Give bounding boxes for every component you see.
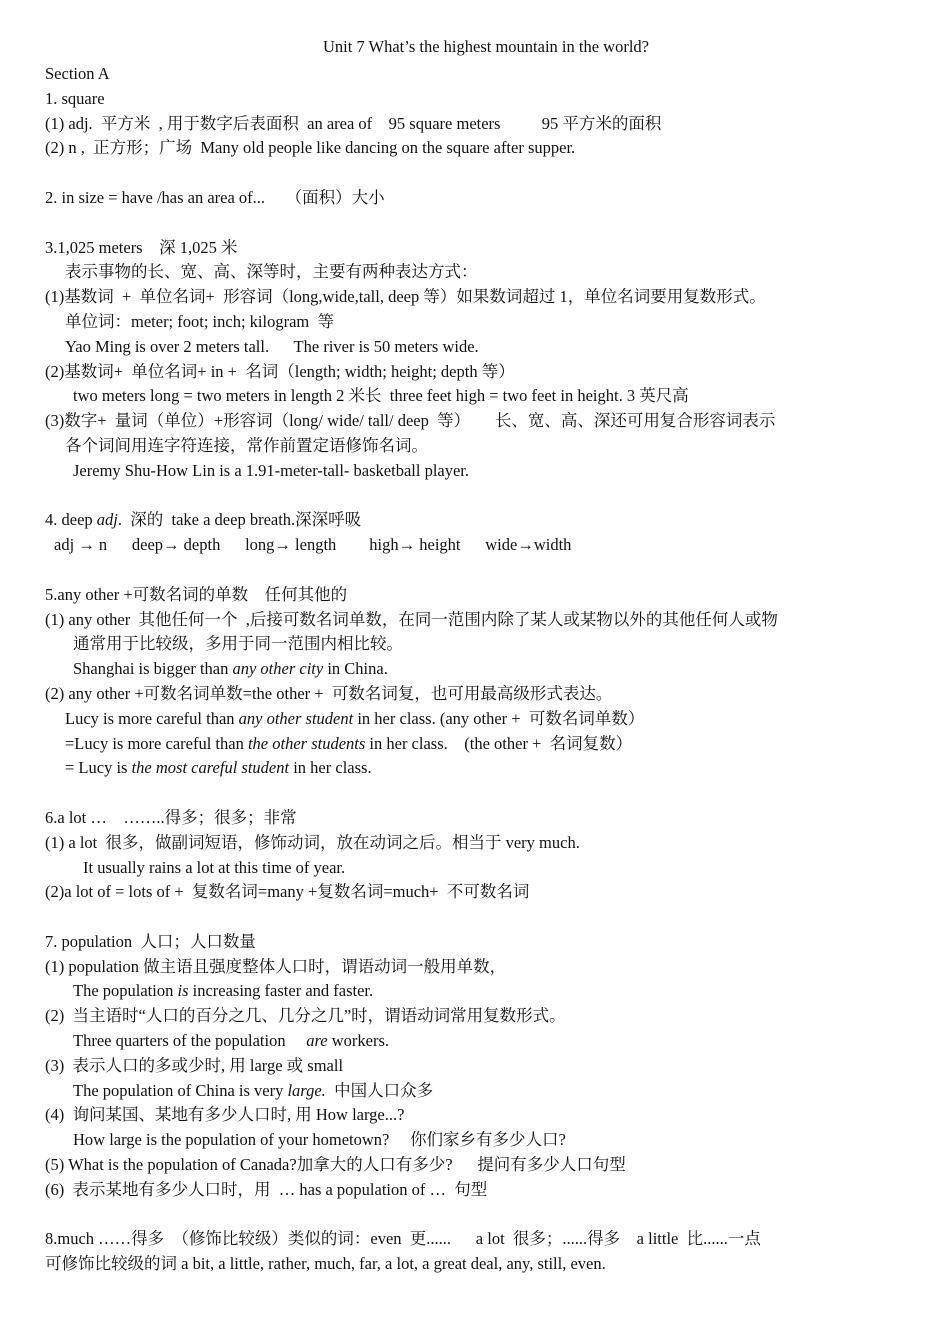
text-run: The population [73,981,178,1001]
item-5-heading: 5.any other +可数名词的单数 任何其他的 [45,584,348,604]
item-6-line: (2)a lot of = lots of + 复数名词=many +复数名词=much+ 不可数名词 [45,882,530,902]
page-title: Unit 7 What’s the highest mountain in the world? [323,37,649,56]
item-4-line: adj → n deep→ depth long→ length high→ height wide→width [54,535,572,555]
item-7-line: (1) population 做主语且强度整体人口时，谓语动词一般用单数， [45,956,507,976]
text-run-italic: the most careful student [131,758,290,778]
item-8-line: 可修饰比较级的词 a bit, a little, rather, much, far, a lot, a great deal, any, still, even. [45,1254,606,1274]
item-1-line: (2) n , 正方形；广场 Many old people like dancing on the square after supper. [45,138,576,158]
item-3-line: (2)基数词+ 单位名词+ in + 名词（length; width; height; depth 等） [45,361,515,381]
item-5-line: (1) any other 其他任何一个 ,后接可数名词单数，在同一范围内除了某人或某物以外的其他任何人或物 [45,609,778,629]
item-3-line: 单位词：meter; foot; inch; kilogram 等 [65,311,334,331]
blank-line [45,211,925,236]
item-3-line: 表示事物的长、宽、高、深等时，主要有两种表达方式： [65,262,478,282]
text-run: 4. deep [45,510,97,530]
item-8-heading: 8.much ……得多 （修饰比较级）类似的词：even 更...... a lot 很多；......得多 a little 比......一点 [45,1229,761,1249]
item-7-heading: 7. population 人口；人口数量 [45,931,256,951]
blank-line [45,161,925,186]
text-run: increasing faster and faster. [188,981,374,1001]
item-7-line [45,1029,925,1054]
item-5-line: 通常用于比较级，多用于同一范围内相比较。 [73,634,403,654]
item-3-line: Yao Ming is over 2 meters tall. The river is 50 meters wide. [65,336,479,356]
text-run-italic: are [306,1031,328,1051]
blank-line [45,781,925,806]
item-7-line: (6) 表示某地有多少人口时，用 … has a population of … 句型 [45,1179,488,1199]
item-6-heading: 6.a lot … ……..得多；很多；非常 [45,807,297,827]
text-run: = Lucy is [65,758,132,778]
item-7-line: (4) 询问某国、某地有多少人口时, 用 How large...? [45,1105,405,1125]
text-run: workers. [327,1031,390,1051]
item-7-line: (3) 表示人口的多或少时, 用 large 或 small [45,1055,344,1075]
item-5-line [45,707,925,732]
item-7-line: (5) What is the population of Canada?加拿大的人口有多少? 提问有多少人口句型 [45,1155,626,1175]
item-4-heading [45,508,925,533]
text-run: in her class. (any other + 可数名词单数） [353,708,645,728]
item-1-line: (1) adj. 平方米 , 用于数字后表面积 an area of 95 square meters 95 平方米的面积 [45,113,662,133]
text-run: =Lucy is more careful than [65,733,248,753]
text-run-italic: the other students [247,733,366,753]
item-5-line [45,657,925,682]
text-run: Lucy is more careful than [65,708,239,728]
item-1-heading: 1. square [45,88,105,108]
text-run-italic: large. [287,1080,326,1100]
text-run-italic: any other city [232,659,324,679]
item-5-line: (2) any other +可数名词单数=the other + 可数名词复，也可用最高级形式表达。 [45,683,613,703]
item-7-line [45,979,925,1004]
item-3-line: two meters long = two meters in length 2 米长 three feet high = two feet in height. 3 英尺高 [73,386,689,406]
text-run: in China. [323,659,388,679]
document-body [45,62,925,1277]
text-run: The population of China is very [73,1080,288,1100]
item-3-heading: 3.1,025 meters 深 1,025 米 [45,237,238,257]
blank-line [45,1203,925,1228]
item-6-line: (1) a lot 很多，做副词短语，修饰动词，放在动词之后。相当于 very much. [45,832,580,852]
section-heading: Section A [45,64,110,83]
item-3-line: (1)基数词 + 单位名词+ 形容词（long,wide,tall, deep 等）如果数词超过 1，单位名词要用复数形式。 [45,287,766,307]
text-run: . 深的 take a deep breath.深深呼吸 [117,510,362,530]
item-5-line [45,756,925,781]
item-7-line: How large is the population of your hometown? 你们家乡有多少人口? [73,1130,566,1150]
item-6-line: It usually rains a lot at this time of year. [83,857,346,877]
item-3-line: 各个词间用连字符连接，常作前置定语修饰名词。 [65,435,428,455]
blank-line [45,905,925,930]
item-7-line [45,1079,925,1104]
text-run-italic: any other student [238,708,354,728]
text-run: 中国人口众多 [325,1080,434,1100]
text-run-italic: adj [96,510,118,530]
item-3-line: Jeremy Shu-How Lin is a 1.91-meter-tall- basketball player. [73,460,470,480]
text-run: Shanghai is bigger than [73,659,233,679]
blank-line [45,558,925,583]
item-7-line: (2) 当主语时“人口的百分之几、几分之几”时，谓语动词常用复数形式。 [45,1006,566,1026]
text-run-italic: is [177,981,189,1001]
item-5-line [45,732,925,757]
item-3-line: (3)数字+ 量词（单位）+形容词（long/ wide/ tall/ deep 等） 长、宽、高、深还可用复合形容词表示 [45,411,776,431]
blank-line [45,484,925,509]
text-run: in her class. (the other + 名词复数） [365,733,633,753]
text-run: in her class. [289,758,372,778]
text-run: Three quarters of the population [73,1031,307,1051]
item-2-heading: 2. in size = have /has an area of... （面积）大小 [45,187,385,207]
